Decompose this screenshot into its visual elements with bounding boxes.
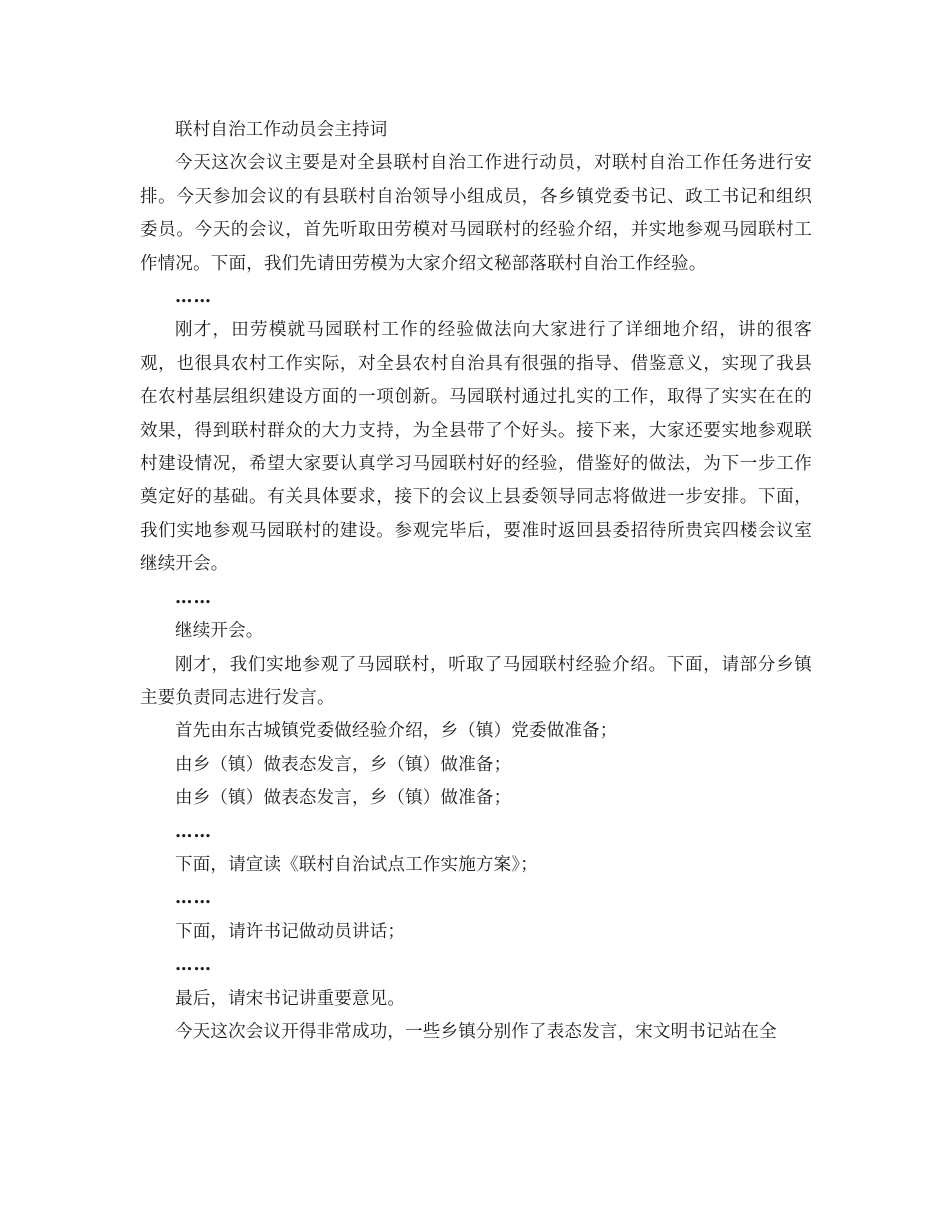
- ellipsis-5: ……: [175, 955, 212, 976]
- ellipsis-4: ……: [175, 888, 212, 909]
- paragraph-7: 由乡（镇）做表态发言，乡（镇）做准备；: [175, 788, 512, 809]
- paragraph-11: 今天这次会议开得非常成功，一些乡镇分别作了表态发言，宋文明书记站在全: [175, 1021, 777, 1042]
- document-body: [140, 114, 812, 1049]
- ellipsis-3: ……: [175, 821, 212, 842]
- paragraph-9: 下面，请许书记做动员讲话；: [175, 921, 406, 942]
- paragraph-3: 继续开会。: [175, 621, 264, 642]
- paragraph-2: 刚才，田劳模就马园联村工作的经验做法向大家进行了详细地介绍，讲的很客观，也很具农村工作实际，对全县农村自治具有很强的指导、借鉴意义，实现了我县在农村基层组织建设方面的一项创新。马园联村通过扎实的工作，取得了实实在在的效果，得到联村群众的大力支持，为全县带了个好头。接下来，大家还要实地参观联村建设情况，希望大家要认真学习马园联村好的经验，借鉴好的做法，为下一步工作奠定好的基础。有关具体要求，接下的会议上县委领导同志将做进一步安排。下面，我们实地参观马园联村的建设。参观完毕后，要准时返回县委招待所贵宾四楼会议室继续开会。: [140, 320, 812, 575]
- paragraph-6: 由乡（镇）做表态发言，乡（镇）做准备；: [175, 754, 512, 775]
- paragraph-10: 最后，请宋书记讲重要意见。: [175, 988, 406, 1009]
- paragraph-4: 刚才，我们实地参观了马园联村，听取了马园联村经验介绍。下面，请部分乡镇主要负责同志进行发言。: [140, 654, 812, 708]
- ellipsis-1: ……: [175, 287, 212, 308]
- paragraph-5: 首先由东古城镇党委做经验介绍，乡（镇）党委做准备；: [175, 721, 618, 742]
- paragraph-8: 下面，请宣读《联村自治试点工作实施方案》；: [175, 854, 538, 875]
- ellipsis-2: ……: [175, 587, 212, 608]
- paragraph-1: 今天这次会议主要是对全县联村自治工作进行动员，对联村自治工作任务进行安排。今天参加会议的有县联村自治领导小组成员，各乡镇党委书记、政工书记和组织委员。今天的会议，首先听取田劳模对马园联村的经验介绍，并实地参观马园联村工作情况。下面，我们先请田劳模为大家介绍文秘部落联村自治工作经验。: [140, 153, 812, 274]
- document-title: 联村自治工作动员会主持词: [175, 120, 388, 140]
